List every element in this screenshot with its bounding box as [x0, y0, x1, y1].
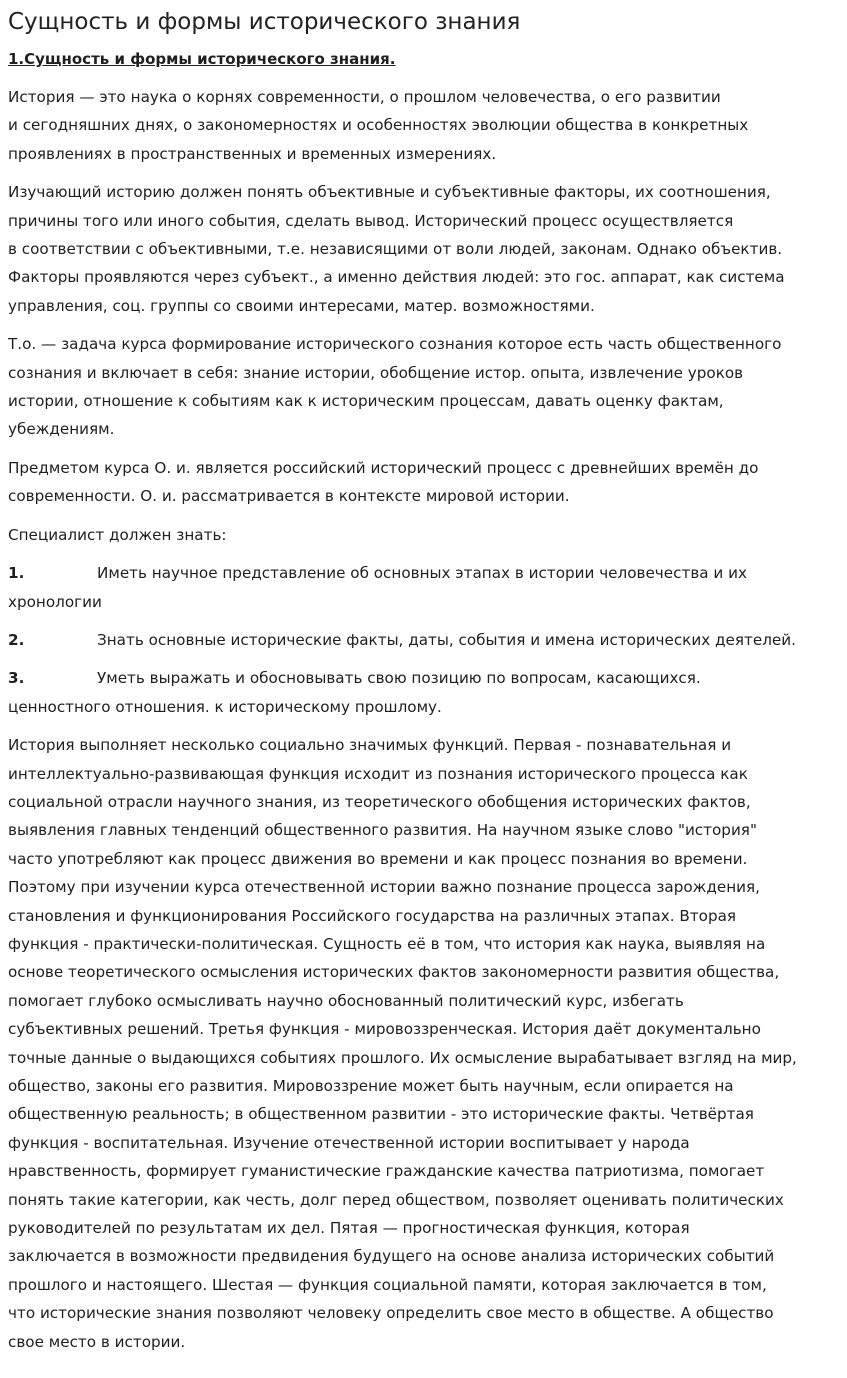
- list-item: [8, 626, 839, 654]
- list-item-number: 1.: [8, 564, 25, 583]
- list-item-continuation: ценностного отношения. к историческому прошлому.: [8, 697, 442, 716]
- paragraph-course-subject: Предметом курса О. и. является российский исторический процесс с древнейших времён до современности. О. и. рассматривается в контексте мировой истории.: [8, 458, 759, 506]
- list-item-text: Уметь выражать и обосновывать свою позицию по вопросам, касающихся.: [97, 669, 701, 688]
- paragraph-definition: История — это наука о корнях современности, о прошлом человечества, о его развитии и сегодняшних днях, о закономерностях и особенностях эволюции общества в конкретных проявлениях в пространственных и временных измерениях.: [8, 88, 749, 163]
- list-item-number: 2.: [8, 630, 25, 649]
- paragraph-course-task: Т.о. — задача курса формирование исторического сознания которое есть часть общественного сознания и включает в себя: знание истории, обобщение истор. опыта, извлечение уроков истории, отношение к событиям как к историческим процессам, давать оценку фактам, убеждениям.: [8, 335, 782, 439]
- paragraph-specialist-intro: Специалист должен знать:: [8, 525, 227, 544]
- section-heading: 1.Сущность и формы исторического знания.: [8, 50, 396, 68]
- paragraph-factors: Изучающий историю должен понять объективные и субъективные факторы, их соотношения, причины того или иного события, сделать вывод. Исторический процесс осуществляется в соответствии с объективными, т.е. независящими от воли людей, законам. Однако объектив. Факторы проявляются через субъект., а именно действия людей: это гос. аппарат, как система управления, соц. группы со своими интересами, матер. возможностями.: [8, 183, 785, 315]
- list-item-text: Знать основные исторические факты, даты, события и имена исторических деятелей.: [97, 630, 796, 649]
- paragraph-functions: История выполняет несколько социально значимых функций. Первая - познавательная и интеллектуально-развивающая функция исходит из познания исторического процесса как социальной отрасли научного знания, из теоретического обобщения исторических фактов, выявления главных тенденций общественного развития. На научном языке слово "история" часто употребляют как процесс движения во времени и как процесс познания во времени. Поэтому при изучении курса отечественной истории важно познание процесса зарождения, становления и функционирования Российского государства на различных этапах. Вторая функция - практически-политическая. Сущность её в том, что история как наука, выявляя на основе теоретического осмысления исторических фактов закономерности развития общества, помогает глубоко осмысливать научно обоснованный политический курс, избегать субъективных решений. Третья функция - мировоззренческая. История даёт документально точные данные о выдающихся событиях прошлого. Их осмысление вырабатывает взгляд на мир, общество, законы его развития. Мировоззрение может быть научным, если опирается на общественную реальность; в общественном развитии - это исторические факты. Четвёртая функция - воспитательная. Изучение отечественной истории воспитывает у народа нравственность, формирует гуманистические гражданские качества патриотизма, помогает понять такие категории, как честь, долг перед обществом, позволяет оценивать политических руководителей по результатам их дел. Пятая — прогностическая функция, которая заключается в возможности предвидения будущего на основе анализа исторических событий прошлого и настоящего. Шестая — функция социальной памяти, которая заключается в том, что исторические знания позволяют человеку определить свое место в обществе. А общество свое место в истории.: [8, 736, 797, 1351]
- list-item-number: 3.: [8, 669, 25, 688]
- list-item-text: Иметь научное представление об основных этапах в истории человечества и их: [97, 564, 747, 583]
- list-item: [8, 664, 839, 721]
- list-item: [8, 559, 839, 616]
- page-title: Сущность и формы исторического знания: [8, 9, 521, 35]
- list-item-continuation: хронологии: [8, 592, 102, 611]
